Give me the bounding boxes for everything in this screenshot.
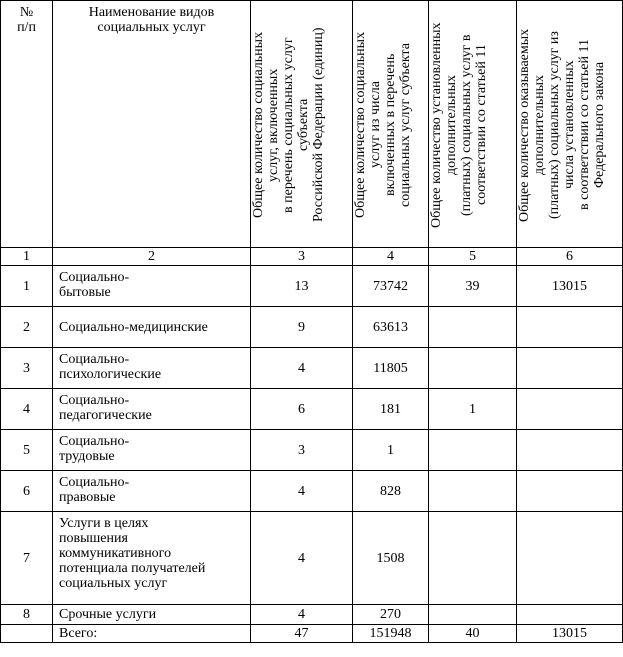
header-paid-established: Общее количество установленных дополнительных (платных) социальных услуг в соответствии со статьей 11 (429, 1, 517, 248)
paid-provided-value (517, 430, 623, 471)
paid-established-value (429, 348, 517, 389)
row-number: 1 (1, 266, 53, 307)
column-number: 5 (429, 248, 517, 266)
total-services-value: 3 (251, 430, 353, 471)
header-paid-provided: Общее количество оказываемых дополнительных (платных) социальных услуг из числа установленных в соответствии со статьей 11 Федерального закона (517, 1, 623, 248)
paid-provided-value (517, 307, 623, 348)
paid-established-value (429, 605, 517, 625)
column-number: 4 (353, 248, 429, 266)
column-number: 1 (1, 248, 53, 266)
row-number: 8 (1, 605, 53, 625)
service-name: Социально- правовые (53, 471, 251, 512)
paid-established-sum: 40 (429, 625, 517, 643)
service-name: Срочные услуги (53, 605, 251, 625)
paid-established-value (429, 471, 517, 512)
service-name: Услуги в целях повышения коммуникативного потенциала получателей социальных услуг (53, 512, 251, 605)
header-services-subject: Общее количество социальных услуг из числа включенных в перечень социальных услуг субъекта (353, 1, 429, 248)
row-number: 7 (1, 512, 53, 605)
column-number-row (1, 248, 623, 266)
service-name: Социально- педагогические (53, 389, 251, 430)
services-subject-value: 11805 (353, 348, 429, 389)
paid-provided-value: 13015 (517, 266, 623, 307)
paid-provided-value (517, 348, 623, 389)
table-row (1, 512, 623, 605)
paid-provided-value (517, 389, 623, 430)
total-services-value: 9 (251, 307, 353, 348)
service-name: Социально- психологические (53, 348, 251, 389)
services-subject-value: 181 (353, 389, 429, 430)
header-number: № п/п (1, 1, 53, 248)
total-services-value: 4 (251, 348, 353, 389)
services-subject-sum: 151948 (353, 625, 429, 643)
services-subject-value: 270 (353, 605, 429, 625)
total-row (1, 625, 623, 643)
service-name: Социально-медицинские (53, 307, 251, 348)
paid-provided-value (517, 512, 623, 605)
table-row (1, 605, 623, 625)
services-subject-value: 1 (353, 430, 429, 471)
paid-provided-value (517, 471, 623, 512)
service-name: Социально- трудовые (53, 430, 251, 471)
table-row (1, 430, 623, 471)
table-row (1, 266, 623, 307)
header-service-type: Наименование видов социальных услуг (53, 1, 251, 248)
table-row (1, 307, 623, 348)
header-row (1, 1, 623, 248)
total-services-value: 4 (251, 471, 353, 512)
total-services-value: 4 (251, 605, 353, 625)
row-number: 2 (1, 307, 53, 348)
total-services-value: 4 (251, 512, 353, 605)
paid-provided-sum: 13015 (517, 625, 623, 643)
paid-established-value (429, 512, 517, 605)
column-number: 3 (251, 248, 353, 266)
services-subject-value: 1508 (353, 512, 429, 605)
row-number: 6 (1, 471, 53, 512)
services-subject-value: 73742 (353, 266, 429, 307)
service-name: Социально- бытовые (53, 266, 251, 307)
total-label: Всего: (53, 625, 251, 643)
total-row-number (1, 625, 53, 643)
row-number: 3 (1, 348, 53, 389)
paid-established-value (429, 430, 517, 471)
header-total-services: Общее количество социальных услуг, включенных в перечень социальных услуг субъекта Российской Федерации (единиц) (251, 1, 353, 248)
total-services-sum: 47 (251, 625, 353, 643)
table-row (1, 471, 623, 512)
table-row (1, 348, 623, 389)
paid-established-value (429, 307, 517, 348)
services-subject-value: 828 (353, 471, 429, 512)
row-number: 5 (1, 430, 53, 471)
paid-established-value: 39 (429, 266, 517, 307)
total-services-value: 13 (251, 266, 353, 307)
row-number: 4 (1, 389, 53, 430)
column-number: 6 (517, 248, 623, 266)
services-subject-value: 63613 (353, 307, 429, 348)
column-number: 2 (53, 248, 251, 266)
total-services-value: 6 (251, 389, 353, 430)
table-row (1, 389, 623, 430)
paid-established-value: 1 (429, 389, 517, 430)
paid-provided-value (517, 605, 623, 625)
